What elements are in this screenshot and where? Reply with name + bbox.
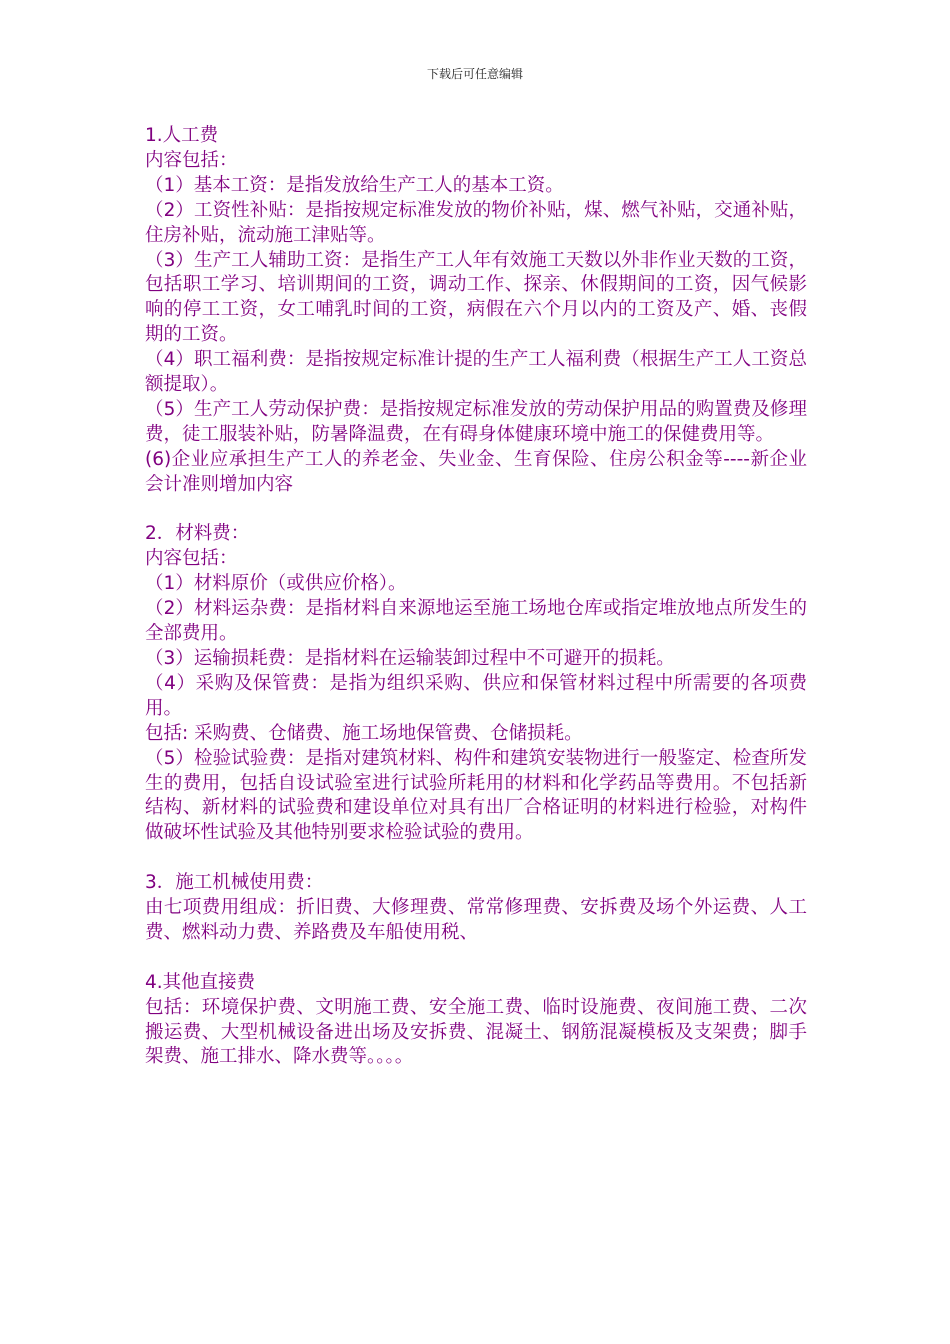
section-title: 1.人工费 xyxy=(145,125,219,146)
section-labor-cost xyxy=(145,124,807,498)
document-body xyxy=(145,124,807,1070)
paragraph: （1）材料原价（或供应价格）。 xyxy=(145,573,407,595)
paragraph: （2）材料运杂费：是指材料自来源地运至施工场地仓库或指定堆放地点所发生的全部费用。 xyxy=(145,598,807,645)
paragraph: （3）生产工人辅助工资：是指生产工人年有效施工天数以外非作业天数的工资，包括职工学习、培训期间的工资，调动工作、探亲、休假期间的工资，因气候影响的停工工资，女工哺乳时间的工资，病假在六个月以内的工资及产、婚、丧假期的工资。 xyxy=(145,249,807,346)
section-title: 3．施工机械使用费： xyxy=(145,872,324,894)
paragraph: 包括: 采购费、仓储费、施工场地保管费、仓储损耗。 xyxy=(145,722,583,744)
paragraph: (6)企业应承担生产工人的养老金、失业金、生育保险、住房公积金等----新企业会计准则增加内容 xyxy=(145,448,807,495)
section-spacer xyxy=(145,946,807,971)
paragraph: 包括：环境保护费、文明施工费、安全施工费、临时设施费、夜间施工费、二次搬运费、大型机械设备进出场及安拆费、混凝土、钢筋混凝模板及支架费；脚手架费、施工排水、降水费等。。。。 xyxy=(145,996,807,1068)
section-other-direct-cost xyxy=(145,971,807,1071)
paragraph: （1）基本工资：是指发放给生产工人的基本工资。 xyxy=(145,174,564,196)
paragraph: （2）工资性补贴：是指按规定标准发放的物价补贴，煤、燃气补贴，交通补贴，住房补贴，流动施工津贴等。 xyxy=(145,199,807,246)
paragraph: 内容包括： xyxy=(145,548,238,570)
section-title: 2．材料费： xyxy=(145,523,250,545)
paragraph: 内容包括： xyxy=(145,149,238,171)
section-material-cost xyxy=(145,522,807,846)
page-header: 下载后可任意编辑 xyxy=(426,67,523,81)
paragraph: （4）采购及保管费：是指为组织采购、供应和保管材料过程中所需要的各项费用。 xyxy=(145,672,807,719)
section-machinery-cost xyxy=(145,871,807,946)
paragraph: （3）运输损耗费：是指材料在运输装卸过程中不可避开的损耗。 xyxy=(145,648,675,670)
paragraph: （4）职工福利费：是指按规定标准计提的生产工人福利费（根据生产工人工资总额提取）。 xyxy=(145,349,807,396)
section-title: 4.其他直接费 xyxy=(145,971,256,993)
paragraph: 由七项费用组成：折旧费、大修理费、常常修理费、安拆费及场个外运费、人工费、燃料动力费、养路费及车船使用税、 xyxy=(145,897,807,943)
paragraph: （5）检验试验费：是指对建筑材料、构件和建筑安装物进行一般鉴定、检查所发生的费用，包括自设试验室进行试验所耗用的材料和化学药品等费用。不包括新结构、新材料的试验费和建设单位对具有出厂合格证明的材料进行检验，对构件做破坏性试验及其他特别要求检验试验的费用。 xyxy=(145,747,807,844)
section-spacer xyxy=(145,846,807,871)
paragraph: （5）生产工人劳动保护费：是指按规定标准发放的劳动保护用品的购置费及修理费，徒工服装补贴，防暑降温费，在有碍身体健康环境中施工的保健费用等。 xyxy=(145,398,807,445)
section-spacer xyxy=(145,498,807,523)
